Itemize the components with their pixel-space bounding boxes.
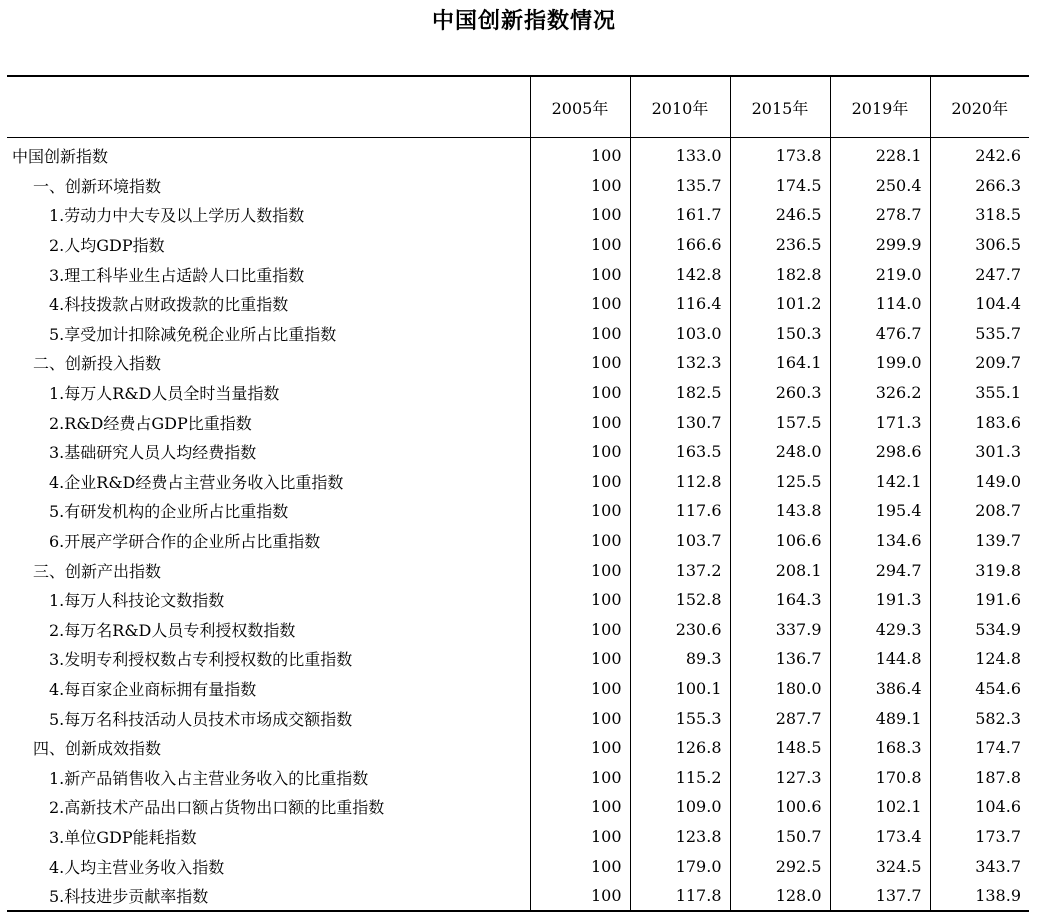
value-cell: 246.5 xyxy=(730,200,830,230)
value-cell: 104.4 xyxy=(930,289,1029,319)
value-cell: 476.7 xyxy=(830,319,930,349)
row-label: 中国创新指数 xyxy=(12,147,109,167)
value-cell: 182.5 xyxy=(630,378,730,408)
value-cell: 100 xyxy=(530,526,630,556)
value-cell: 100 xyxy=(530,674,630,704)
value-cell: 142.1 xyxy=(830,467,930,497)
value-cell: 299.9 xyxy=(830,230,930,260)
table-row xyxy=(7,319,1029,349)
value-cell: 208.7 xyxy=(930,496,1029,526)
value-cell: 100 xyxy=(530,319,630,349)
value-cell: 100 xyxy=(530,555,630,585)
table-row xyxy=(7,762,1029,792)
value-cell: 161.7 xyxy=(630,200,730,230)
row-label: 5.享受加计扣除减免税企业所占比重指数 xyxy=(49,324,337,344)
value-cell: 126.8 xyxy=(630,733,730,763)
value-cell: 104.6 xyxy=(930,792,1029,822)
value-cell: 164.1 xyxy=(730,348,830,378)
value-cell: 326.2 xyxy=(830,378,930,408)
value-cell: 150.3 xyxy=(730,319,830,349)
value-cell: 100 xyxy=(530,259,630,289)
value-cell: 103.0 xyxy=(630,319,730,349)
value-cell: 174.5 xyxy=(730,171,830,201)
value-cell: 138.9 xyxy=(930,881,1029,912)
table-row xyxy=(7,555,1029,585)
table-row xyxy=(7,138,1029,171)
value-cell: 489.1 xyxy=(830,703,930,733)
value-cell: 125.5 xyxy=(730,467,830,497)
value-cell: 191.3 xyxy=(830,585,930,615)
table-row xyxy=(7,792,1029,822)
value-cell: 298.6 xyxy=(830,437,930,467)
value-cell: 171.3 xyxy=(830,407,930,437)
value-cell: 100 xyxy=(530,851,630,881)
value-cell: 287.7 xyxy=(730,703,830,733)
value-cell: 228.1 xyxy=(830,138,930,171)
value-cell: 100 xyxy=(530,822,630,852)
row-label: 4.企业R&D经费占主营业务收入比重指数 xyxy=(49,472,344,492)
row-label: 3.理工科毕业生占适龄人口比重指数 xyxy=(49,265,305,285)
value-cell: 100 xyxy=(530,200,630,230)
table-row xyxy=(7,733,1029,763)
value-cell: 115.2 xyxy=(630,762,730,792)
value-cell: 247.7 xyxy=(930,259,1029,289)
value-cell: 278.7 xyxy=(830,200,930,230)
value-cell: 100 xyxy=(530,881,630,912)
value-cell: 117.8 xyxy=(630,881,730,912)
table-row xyxy=(7,289,1029,319)
table-row xyxy=(7,437,1029,467)
value-cell: 236.5 xyxy=(730,230,830,260)
value-cell: 208.1 xyxy=(730,555,830,585)
value-cell: 100 xyxy=(530,348,630,378)
value-cell: 149.0 xyxy=(930,467,1029,497)
value-cell: 174.7 xyxy=(930,733,1029,763)
value-cell: 100 xyxy=(530,407,630,437)
value-cell: 163.5 xyxy=(630,437,730,467)
table-row xyxy=(7,526,1029,556)
row-label: 3.单位GDP能耗指数 xyxy=(49,827,197,847)
table-row xyxy=(7,259,1029,289)
value-cell: 136.7 xyxy=(730,644,830,674)
value-cell: 100 xyxy=(530,585,630,615)
value-cell: 139.7 xyxy=(930,526,1029,556)
value-cell: 100 xyxy=(530,703,630,733)
value-cell: 242.6 xyxy=(930,138,1029,171)
table-row xyxy=(7,615,1029,645)
value-cell: 386.4 xyxy=(830,674,930,704)
header-cell-year: 2015年 xyxy=(730,76,830,138)
value-cell: 173.8 xyxy=(730,138,830,171)
value-cell: 209.7 xyxy=(930,348,1029,378)
value-cell: 100 xyxy=(530,378,630,408)
value-cell: 100 xyxy=(530,467,630,497)
value-cell: 100 xyxy=(530,289,630,319)
value-cell: 116.4 xyxy=(630,289,730,319)
page-title: 中国创新指数情况 xyxy=(431,8,616,34)
table-row xyxy=(7,674,1029,704)
value-cell: 534.9 xyxy=(930,615,1029,645)
value-cell: 260.3 xyxy=(730,378,830,408)
row-label: 4.人均主营业务收入指数 xyxy=(49,857,225,877)
value-cell: 144.8 xyxy=(830,644,930,674)
row-label: 2.每万名R&D人员专利授权数指数 xyxy=(49,620,296,640)
header-cell-year: 2010年 xyxy=(630,76,730,138)
value-cell: 106.6 xyxy=(730,526,830,556)
value-cell: 199.0 xyxy=(830,348,930,378)
row-label: 3.发明专利授权数占专利授权数的比重指数 xyxy=(49,650,353,670)
value-cell: 191.6 xyxy=(930,585,1029,615)
header-row xyxy=(7,76,1029,138)
value-cell: 100 xyxy=(530,496,630,526)
value-cell: 127.3 xyxy=(730,762,830,792)
value-cell: 135.7 xyxy=(630,171,730,201)
value-cell: 112.8 xyxy=(630,467,730,497)
value-cell: 170.8 xyxy=(830,762,930,792)
value-cell: 100 xyxy=(530,792,630,822)
row-label: 1.新产品销售收入占主营业务收入的比重指数 xyxy=(49,768,369,788)
value-cell: 250.4 xyxy=(830,171,930,201)
row-label: 1.劳动力中大专及以上学历人数指数 xyxy=(49,206,305,226)
row-label: 5.有研发机构的企业所占比重指数 xyxy=(49,502,289,522)
row-label: 5.每万名科技活动人员技术市场成交额指数 xyxy=(49,709,353,729)
value-cell: 183.6 xyxy=(930,407,1029,437)
value-cell: 219.0 xyxy=(830,259,930,289)
table-row xyxy=(7,496,1029,526)
table-row xyxy=(7,644,1029,674)
value-cell: 343.7 xyxy=(930,851,1029,881)
table-row xyxy=(7,378,1029,408)
value-cell: 155.3 xyxy=(630,703,730,733)
header-cell-year: 2019年 xyxy=(830,76,930,138)
row-label: 2.人均GDP指数 xyxy=(49,236,165,256)
value-cell: 100 xyxy=(530,437,630,467)
value-cell: 168.3 xyxy=(830,733,930,763)
value-cell: 248.0 xyxy=(730,437,830,467)
value-cell: 535.7 xyxy=(930,319,1029,349)
value-cell: 100 xyxy=(530,230,630,260)
value-cell: 292.5 xyxy=(730,851,830,881)
value-cell: 134.6 xyxy=(830,526,930,556)
value-cell: 109.0 xyxy=(630,792,730,822)
value-cell: 114.0 xyxy=(830,289,930,319)
value-cell: 130.7 xyxy=(630,407,730,437)
value-cell: 132.3 xyxy=(630,348,730,378)
value-cell: 100 xyxy=(530,615,630,645)
value-cell: 100 xyxy=(530,138,630,171)
value-cell: 173.4 xyxy=(830,822,930,852)
value-cell: 133.0 xyxy=(630,138,730,171)
value-cell: 337.9 xyxy=(730,615,830,645)
table-body xyxy=(7,138,1029,912)
table-row xyxy=(7,585,1029,615)
value-cell: 230.6 xyxy=(630,615,730,645)
value-cell: 150.7 xyxy=(730,822,830,852)
value-cell: 454.6 xyxy=(930,674,1029,704)
value-cell: 195.4 xyxy=(830,496,930,526)
value-cell: 100 xyxy=(530,733,630,763)
value-cell: 101.2 xyxy=(730,289,830,319)
row-label: 2.R&D经费占GDP比重指数 xyxy=(49,413,252,433)
row-label: 1.每万人科技论文数指数 xyxy=(49,591,225,611)
table-row xyxy=(7,171,1029,201)
value-cell: 166.6 xyxy=(630,230,730,260)
header-cell-label xyxy=(7,76,530,138)
value-cell: 137.2 xyxy=(630,555,730,585)
value-cell: 100 xyxy=(530,762,630,792)
value-cell: 157.5 xyxy=(730,407,830,437)
value-cell: 301.3 xyxy=(930,437,1029,467)
row-label: 三、创新产出指数 xyxy=(33,561,162,581)
value-cell: 429.3 xyxy=(830,615,930,645)
header-cell-year: 2020年 xyxy=(930,76,1029,138)
table-row xyxy=(7,851,1029,881)
value-cell: 324.5 xyxy=(830,851,930,881)
table-row xyxy=(7,822,1029,852)
value-cell: 100.6 xyxy=(730,792,830,822)
row-label: 四、创新成效指数 xyxy=(33,739,162,759)
value-cell: 180.0 xyxy=(730,674,830,704)
value-cell: 182.8 xyxy=(730,259,830,289)
value-cell: 100 xyxy=(530,171,630,201)
value-cell: 128.0 xyxy=(730,881,830,912)
row-label: 3.基础研究人员人均经费指数 xyxy=(49,443,257,463)
table-row xyxy=(7,881,1029,912)
header-cell-year: 2005年 xyxy=(530,76,630,138)
value-cell: 266.3 xyxy=(930,171,1029,201)
value-cell: 164.3 xyxy=(730,585,830,615)
value-cell: 123.8 xyxy=(630,822,730,852)
table-row xyxy=(7,200,1029,230)
value-cell: 318.5 xyxy=(930,200,1029,230)
value-cell: 143.8 xyxy=(730,496,830,526)
table-row xyxy=(7,230,1029,260)
value-cell: 294.7 xyxy=(830,555,930,585)
value-cell: 102.1 xyxy=(830,792,930,822)
innovation-index-table xyxy=(7,75,1029,912)
value-cell: 89.3 xyxy=(630,644,730,674)
row-label: 1.每万人R&D人员全时当量指数 xyxy=(49,384,280,404)
table-row xyxy=(7,703,1029,733)
table-row xyxy=(7,467,1029,497)
table-row xyxy=(7,407,1029,437)
value-cell: 173.7 xyxy=(930,822,1029,852)
row-label: 2.高新技术产品出口额占货物出口额的比重指数 xyxy=(49,798,385,818)
value-cell: 148.5 xyxy=(730,733,830,763)
value-cell: 100 xyxy=(530,644,630,674)
value-cell: 319.8 xyxy=(930,555,1029,585)
value-cell: 103.7 xyxy=(630,526,730,556)
value-cell: 582.3 xyxy=(930,703,1029,733)
value-cell: 124.8 xyxy=(930,644,1029,674)
value-cell: 100.1 xyxy=(630,674,730,704)
row-label: 4.每百家企业商标拥有量指数 xyxy=(49,679,257,699)
table-header xyxy=(7,76,1029,138)
value-cell: 152.8 xyxy=(630,585,730,615)
row-label: 5.科技进步贡献率指数 xyxy=(49,887,209,907)
row-label: 一、创新环境指数 xyxy=(33,176,162,196)
value-cell: 355.1 xyxy=(930,378,1029,408)
row-label: 6.开展产学研合作的企业所占比重指数 xyxy=(49,532,321,552)
value-cell: 117.6 xyxy=(630,496,730,526)
table-row xyxy=(7,348,1029,378)
value-cell: 187.8 xyxy=(930,762,1029,792)
value-cell: 137.7 xyxy=(830,881,930,912)
row-label: 4.科技拨款占财政拨款的比重指数 xyxy=(49,295,289,315)
value-cell: 142.8 xyxy=(630,259,730,289)
value-cell: 306.5 xyxy=(930,230,1029,260)
value-cell: 179.0 xyxy=(630,851,730,881)
row-label: 二、创新投入指数 xyxy=(33,354,162,374)
